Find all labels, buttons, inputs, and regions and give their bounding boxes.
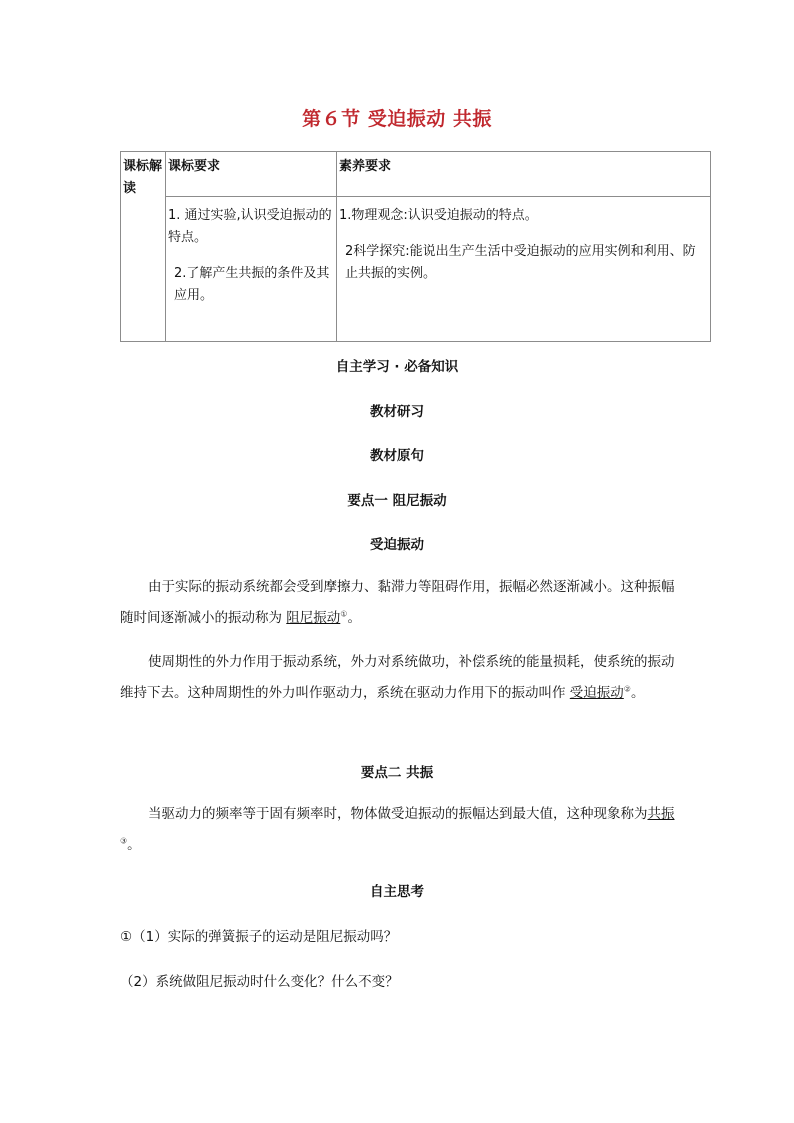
note-mark: ② [623,684,631,694]
term-damped-vibration: 阻尼振动 [286,610,341,626]
competency-item: 1.物理观念:认识受迫振动的特点。 [339,208,538,223]
paragraph-resonance: 当驱动力的频率等于固有频率时，物体做受迫振动的振幅达到最大值，这种现象称为共振③。 [120,806,675,853]
section-heading: 教材原句 [370,448,424,464]
section-heading: 要点一 阻尼振动 [347,493,447,509]
section-heading: 自主思考 [370,884,424,900]
competency-item: 2科学探究:能说出生产生活中受迫振动的应用实例和利用、防止共振的实例。 [345,244,696,281]
table-row-header: 课标解读 [121,152,166,342]
section-heading: 要点二 共振 [360,765,434,781]
table-cell-standards [166,197,337,342]
section-heading: 教材研习 [370,404,424,420]
standard-item: 1. 通过实验,认识受迫振动的特点。 [168,208,332,245]
section-heading: 自主学习 · 必备知识 [335,359,459,375]
page-title: 第６节 受迫振动 共振 [302,108,492,130]
curriculum-table [120,151,711,342]
table-col2-header: 素养要求 [337,152,711,197]
term-forced-vibration: 受迫振动 [569,685,624,701]
note-mark: ① [340,609,348,619]
section-heading: 受迫振动 [370,537,424,553]
paragraph-damped: 由于实际的振动系统都会受到摩擦力、黏滞力等阻碍作用，振幅必然逐渐减小。这种振幅随时间逐渐减小的振动称为 阻尼振动①。 [120,579,675,626]
question-item: ①（1）实际的弹簧振子的运动是阻尼振动吗？ [120,929,398,945]
paragraph-forced: 使周期性的外力作用于振动系统，外力对系统做功，补偿系统的能量损耗，使系统的振动维持下去。这种周期性的外力叫作驱动力，系统在驱动力作用下的振动叫作 受迫振动②。 [120,654,675,701]
note-mark: ③ [120,836,128,846]
term-resonance: 共振 [647,806,675,822]
table-col1-header: 课标要求 [166,152,337,197]
question-item: （2）系统做阻尼振动时什么变化？什么不变？ [120,974,399,990]
table-cell-competencies [337,197,711,342]
standard-item: 2.了解产生共振的条件及其应用。 [174,266,330,303]
